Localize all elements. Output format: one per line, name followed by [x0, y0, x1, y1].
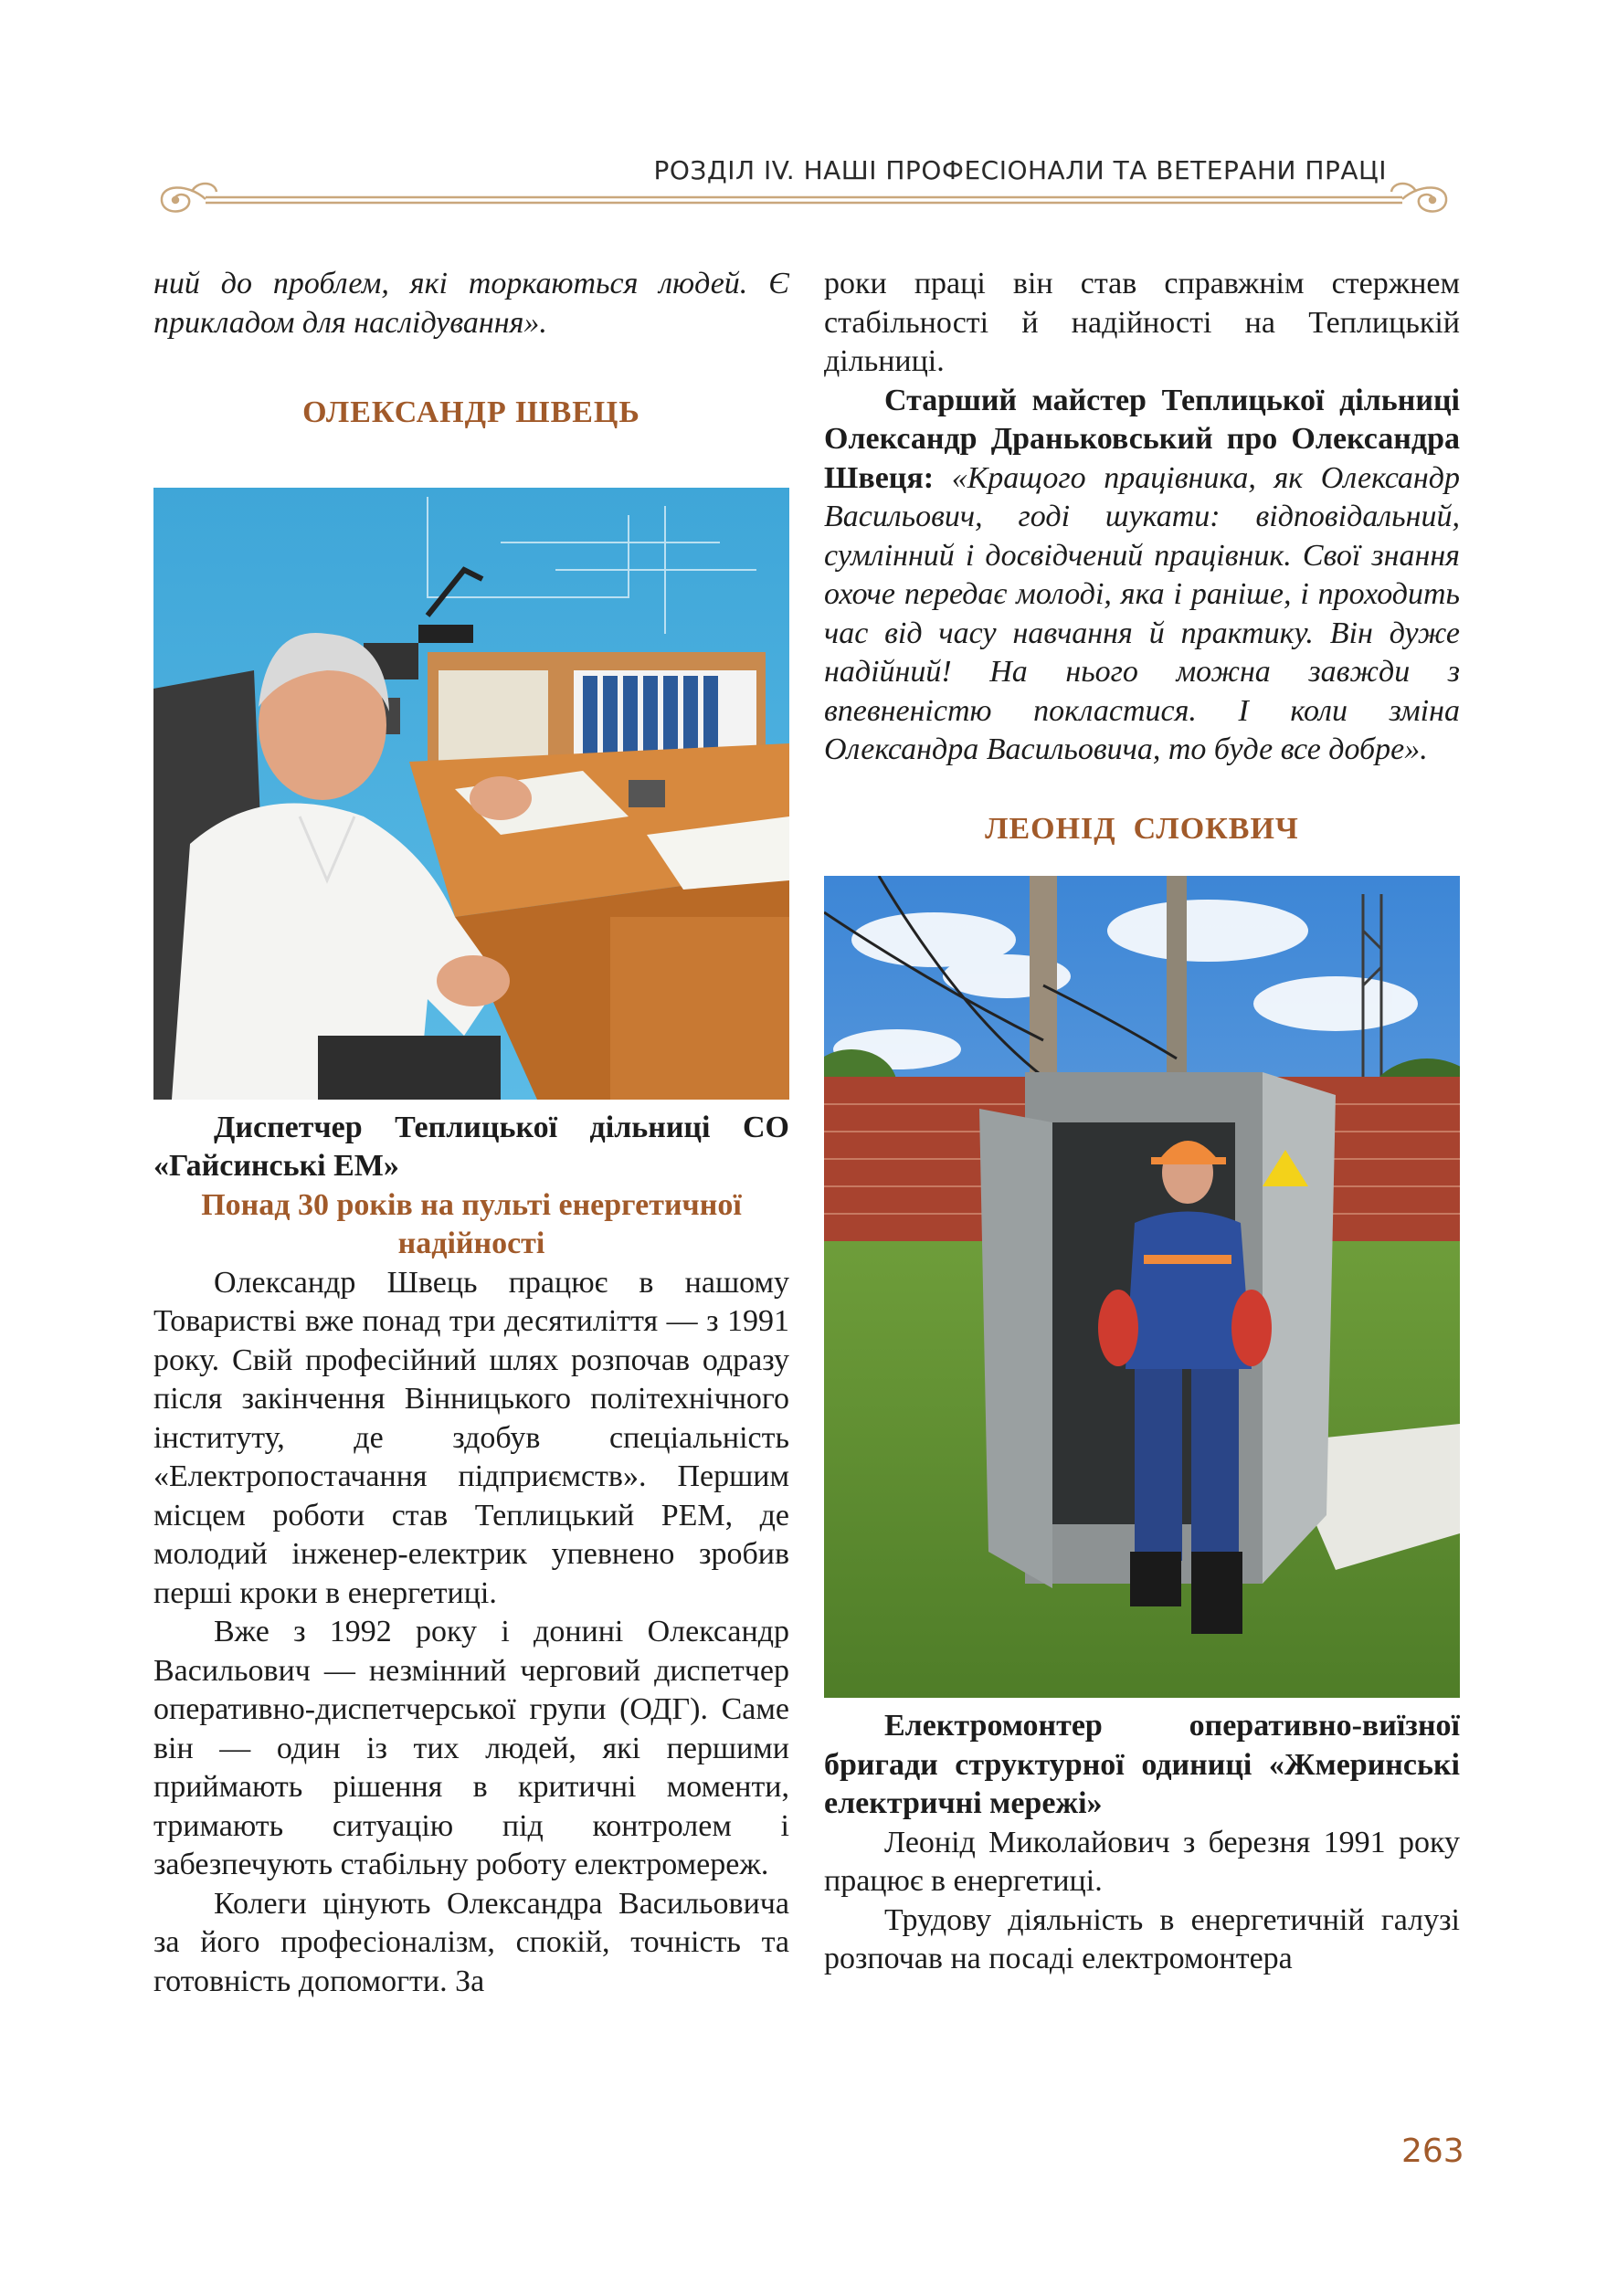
quote-text: «Кращого працівника, як Олександр Васильович, годі шукати: відповідальний, сумлінний і досвідчений працівник. Свої знання охоче передає молоді, яка і раніше, і проходить час від часу навчання й практику. Він дуже надійний! На нього можна завжди з впевненістю покластися. І коли зміна Олександра Васильовича, то буде все добре».	[824, 460, 1461, 766]
person-name-shvets: ОЛЕКСАНДР ШВЕЦЬ	[302, 395, 640, 429]
running-header: РОЗДІЛ IV. НАШІ ПРОФЕСІОНАЛИ ТА ВЕТЕРАНИ ПРАЦІ	[653, 155, 1387, 185]
photo-caption-slokvych: Електромонтер оперативно-виїзної бригади структурної одиниці «Жмеринські електричні мережі»	[824, 1709, 1460, 1820]
person-name-slokvych: ЛЕОНІД СЛОКВИЧ	[985, 811, 1299, 846]
header-ornament	[151, 164, 1457, 228]
photo-dispatcher-at-desk	[153, 488, 789, 1100]
quote-block	[824, 382, 1460, 770]
photo-caption-shvets: Диспетчер Теплицької дільниці СО «Гайсинські ЕМ»	[153, 1110, 789, 1183]
quote-attribution: Старший майстер Теплицької дільниці Олександр Драньковський про Олександра Швеця:	[824, 383, 1460, 495]
bio-paragraph-slokvych-2: Трудову діяльність в енергетичній галузі розпочав на посаді електромонтера	[824, 1902, 1460, 1975]
right-column	[824, 265, 1460, 1979]
bio-paragraph-2: Вже з 1992 року і донині Олександр Васильович — незмінний черговий диспетчер оперативно-диспетчерської групи (ОДГ). Саме він — один із тих людей, які першими приймають рішення в критичні моменти, тримають ситуацію під контролем і забезпечують стабільну роботу електромереж.	[153, 1615, 789, 1881]
bio-paragraph-1: Олександр Швець працює в нашому Товаристві вже понад три десятиліття — з 1991 року. Свій професійний шлях розпочав одразу після закінчення Вінницького політехнічного інституту, де здобув спеціальність «Електропостачання підприємств». Першим місцем роботи став Теплицький РЕМ, де молодий інженер-електрик упевнено зробив перші кроки в енергетиці.	[153, 1265, 789, 1610]
quote-continuation: ний до проблем, які торкаються людей. Є прикладом для наслідування».	[153, 267, 789, 340]
bio-paragraph-3: Колеги цінують Олександра Васильовича за його професіоналізм, спокій, точність та готовність допомогти. За	[153, 1886, 789, 1998]
article-subtitle: Понад 30 років на пульті енергетичної надійності	[201, 1187, 742, 1260]
left-column	[153, 265, 789, 2001]
page-number: 263	[1401, 2133, 1464, 2170]
bio-paragraph-slokvych-1: Леонід Миколайович з березня 1991 року працює в енергетиці.	[824, 1825, 1460, 1898]
bio-continuation: роки праці він став справжнім стержнем стабільності й надійності на Теплицькій дільниці.	[824, 267, 1460, 378]
photo-electrician-substation	[824, 876, 1460, 1698]
